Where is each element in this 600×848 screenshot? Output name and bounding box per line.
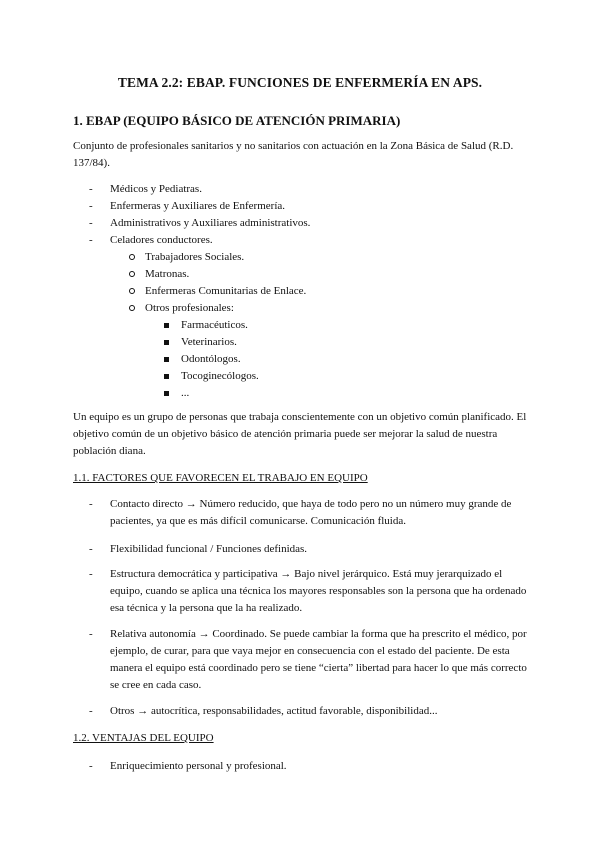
list-item: - Enriquecimiento personal y profesional. [89, 760, 287, 772]
square-bullet-icon [164, 374, 169, 379]
circle-bullet-icon [129, 254, 135, 260]
section-heading-ebap: 1. EBAP (EQUIPO BÁSICO DE ATENCIÓN PRIMARIA) [73, 113, 401, 128]
section-heading-ventajas: 1.2. VENTAJAS DEL EQUIPO [73, 732, 214, 744]
list-item: - Estructura democrática y participativa → Bajo nivel jerárquico. Está muy jerarquizado el equipo, cuando se aplica una técnica los mayores responsables son la persona que ha ordenado esa técnica y la persona que la ha realizado. [89, 568, 527, 614]
list-item: - Celadores conductores. [89, 234, 213, 246]
section-heading-factores: 1.1. FACTORES QUE FAVORECEN EL TRABAJO EN EQUIPO [73, 472, 368, 484]
list-item: Trabajadores Sociales. [127, 249, 306, 266]
square-bullet-icon [164, 323, 169, 328]
members-list [89, 181, 310, 249]
list-item: - Médicos y Pediatras. [89, 183, 202, 195]
list-item: - Otros → autocrítica, responsabilidades, actitud favorable, disponibilidad... [89, 705, 438, 717]
other-professionals-list [162, 317, 259, 402]
circle-bullet-icon [129, 288, 135, 294]
list-item: - Enfermeras y Auxiliares de Enfermería. [89, 200, 286, 212]
list-item: Otros profesionales: [127, 300, 306, 317]
circle-bullet-icon [129, 271, 135, 277]
list-item: - Administrativos y Auxiliares administrativos. [89, 217, 311, 229]
square-bullet-icon [164, 391, 169, 396]
square-bullet-icon [164, 357, 169, 362]
list-item: Tocoginecólogos. [162, 368, 259, 385]
page-title: TEMA 2.2: EBAP. FUNCIONES DE ENFERMERÍA EN APS. [117, 75, 483, 90]
list-item: - Flexibilidad funcional / Funciones definidas. [89, 543, 308, 555]
list-item: ... [162, 385, 259, 402]
circle-bullet-icon [129, 305, 135, 311]
list-item: - Relativa autonomía → Coordinado. Se puede cambiar la forma que ha prescrito el médico, por ejemplo, de curar, para que vaya mejor en consecuencia con el estado del paciente. De esta manera el equipo está coordinado pero se tiene “cierta” libertad para hacer lo que más correcto se cree en cada caso. [89, 628, 527, 691]
list-item: Odontólogos. [162, 351, 259, 368]
list-item: Veterinarios. [162, 334, 259, 351]
sub-members-list [127, 249, 306, 317]
list-item: Enfermeras Comunitarias de Enlace. [127, 283, 306, 300]
square-bullet-icon [164, 340, 169, 345]
intro-paragraph: Conjunto de profesionales sanitarios y no sanitarios con actuación en la Zona Básica de Salud (R.D. 137/84). [73, 140, 514, 169]
team-definition-paragraph: Un equipo es un grupo de personas que trabaja conscientemente con un objetivo común planificado. El objetivo común de un objetivo básico de atención primaria puede ser mejorar la salud de nuestra población diana. [73, 411, 527, 457]
list-item: - Contacto directo → Número reducido, que haya de todo pero no un número muy grande de pacientes, ya que es más difícil comunicarse. Comunicación fluida. [89, 498, 512, 527]
list-item: Farmacéuticos. [162, 317, 259, 334]
list-item: Matronas. [127, 266, 306, 283]
